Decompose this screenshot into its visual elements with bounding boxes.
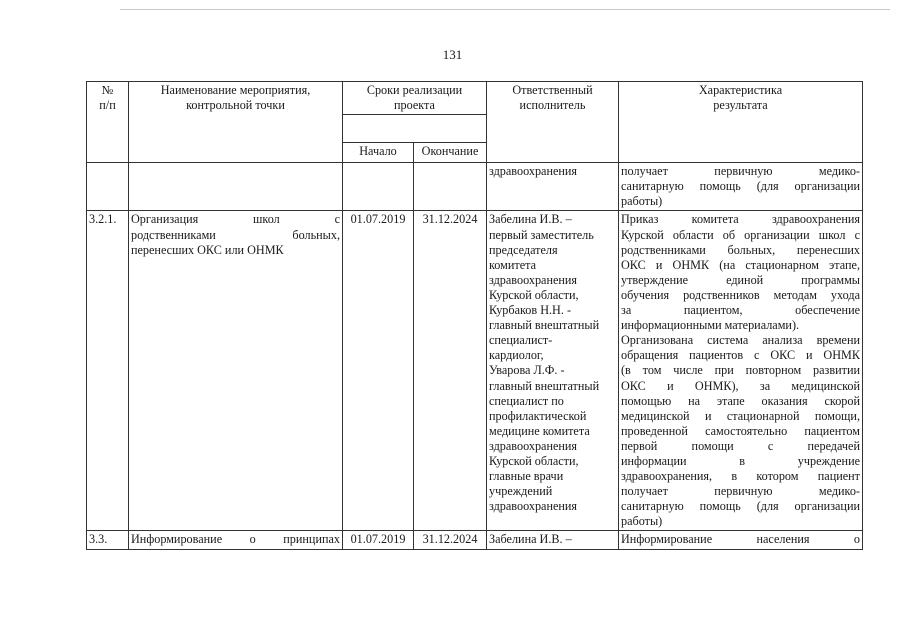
table-row-continuation xyxy=(87,163,863,211)
plan-table xyxy=(86,81,863,550)
cell-result: Приказ комитета здравоохранения Курской области об организации школ с родственниками больных, перенесших ОКС и ОНМК (на стационарном этапе, утверждение единой программы обучения родственников методам ухода за пациентом, обеспечение информационными материалами). Организована система анализа времени обращения пациентов с ОКС и ОНМК (в том числе при повторном развитии ОКС и ОНМК), за медицинской помощью на этапе оказания скорой медицинской и стационарной помощи, проведенной самостоятельно пациентом первой помощи с передачей информации в учреждение здравоохранения, в котором пациент получает первичную медико- санитарную помощь (для организации работы) xyxy=(619,211,863,531)
table-row-3-2-1 xyxy=(87,211,863,531)
cell-result: Информирование населения о xyxy=(619,531,863,549)
cell-num: 3.3. xyxy=(87,531,129,549)
cell-executor: здравоохранения xyxy=(487,163,619,211)
cell-start: 01.07.2019 xyxy=(343,211,414,531)
table-header xyxy=(87,82,863,163)
cell-name: Информирование о принципах xyxy=(129,531,343,549)
header-end: Окончание xyxy=(414,143,487,163)
cell-executor: Забелина И.В. – xyxy=(487,531,619,549)
cell-result: получает первичную медико- санитарную помощь (для организации работы) xyxy=(619,163,863,211)
top-scan-edge xyxy=(120,9,890,10)
table-body xyxy=(87,163,863,549)
header-executor: Ответственный исполнитель xyxy=(487,82,619,163)
page-number: 131 xyxy=(442,47,463,62)
cell-num: 3.2.1. xyxy=(87,211,129,531)
header-start: Начало xyxy=(343,143,414,163)
cell-end: 31.12.2024 xyxy=(414,531,487,549)
header-period: Сроки реализации проекта xyxy=(343,82,487,115)
header-period-spacer xyxy=(343,115,487,143)
cell-end: 31.12.2024 xyxy=(414,211,487,531)
header-result: Характеристика результата xyxy=(619,82,863,163)
cell-num xyxy=(87,163,129,211)
cell-start: 01.07.2019 xyxy=(343,531,414,549)
table-row-3-3 xyxy=(87,531,863,549)
cell-start xyxy=(343,163,414,211)
cell-executor: Забелина И.В. – первый заместитель председателя комитета здравоохранения Курской области, Курбаков Н.Н. - главный внештатный специалист- кардиолог, Уварова Л.Ф. - главный внештатный специалист по профилактической медицине комитета здравоохранения Курской области, главные врачи учреждений здравоохранения xyxy=(487,211,619,531)
cell-end xyxy=(414,163,487,211)
header-name: Наименование мероприятия, контрольной точки xyxy=(129,82,343,163)
cell-name: Организация школ с родственниками больных, перенесших ОКС или ОНМК xyxy=(129,211,343,531)
header-num: № п/п xyxy=(87,82,129,163)
cell-name xyxy=(129,163,343,211)
